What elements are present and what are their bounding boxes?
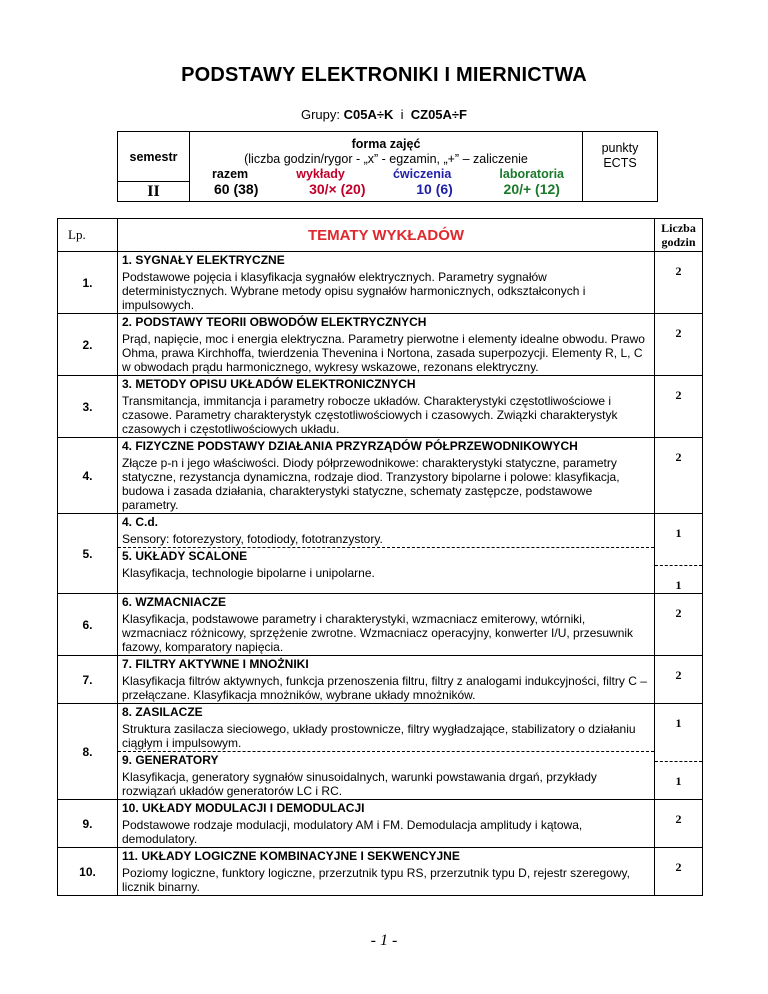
groups-a: C05A÷K (343, 107, 394, 122)
topic-divider (118, 547, 654, 581)
topic-desc: Prąd, napięcie, moc i energia elektryczna. Parametry pierwotne i elementy idealne obwodu. Prawo Ohma, prawa Kirchhoffa, twierdzenia Thevenina i Nortona, zasada superpozycji. Elementy R, L, C w obwodach prądu harmonicznego, wykresy wskazowe, rezonans elektryczny. (122, 332, 645, 374)
semestr-value: II (118, 182, 190, 202)
topic-cell (118, 252, 655, 314)
row-number: 8. (58, 704, 118, 800)
table-row (58, 800, 703, 848)
topic-title: 8. ZASILACZE (122, 705, 203, 719)
hours-value: 2 (675, 388, 682, 402)
hours-cell (655, 376, 703, 438)
hours-value: 2 (675, 812, 682, 826)
row-number: 9. (58, 800, 118, 848)
cwiczenia-label: ćwiczenia (392, 166, 452, 181)
hours-cell (655, 252, 703, 314)
wyklady-value: 30/× (20) (309, 180, 366, 197)
topics-header: TEMATY WYKŁADÓW (118, 219, 655, 252)
hours-header-line2: godzin (661, 235, 696, 249)
table-row (58, 314, 703, 376)
cwiczenia-value: 10 (6) (416, 180, 453, 197)
hours-value: 1 (675, 526, 682, 540)
topic-desc: Złącze p-n i jego właściwości. Diody półprzewodnikowe: charakterystyki statyczne, parametry statyczne, rezystancja dynamiczna, rodzaje diod. Tranzystory bipolarne i polowe: klasyfikacja, budowa i zasada działania, charakterystyki statyczne, schematy zastępcze, podstawowe parametry. (122, 456, 620, 512)
topic-title: 10. UKŁADY MODULACJI I DEMODULACJI (122, 801, 365, 815)
topic-cell (118, 656, 655, 704)
table-row (58, 848, 703, 896)
topic-cell (118, 514, 655, 594)
table-row (58, 252, 703, 314)
topic-divider (118, 751, 654, 799)
document-title: PODSTAWY ELEKTRONIKI I MIERNICTWA (181, 64, 587, 86)
razem-value: 60 (38) (214, 180, 259, 197)
row-number: 4. (58, 438, 118, 514)
topic-title: 1. SYGNAŁY ELEKTRYCZNE (122, 253, 285, 267)
ects-cell (583, 132, 658, 202)
groups-and: i (400, 107, 404, 122)
semestr-label: semestr (118, 132, 190, 182)
forma-subheaders (190, 167, 582, 182)
topic-title: 5. UKŁADY SCALONE (122, 549, 248, 563)
row-number: 7. (58, 656, 118, 704)
hours-value: 1 (655, 565, 702, 593)
topic-desc: Klasyfikacja, generatory sygnałów sinusoidalnych, warunki powstawania drgań, przykłady rozwiązań układów generatorów LC i RC. (122, 770, 597, 798)
topic-desc: Struktura zasilacza sieciowego, układy prostownicze, filtry wygładzające, stabilizatory o działaniu ciągłym i impulsowym. (122, 722, 636, 750)
table-row (58, 514, 703, 594)
topic-desc: Klasyfikacja filtrów aktywnych, funkcja przenoszenia filtru, filtry z analogami indukcyjności, filtry C – przełączane. Klasyfikacja mnożników, wybrane układy mnożników. (122, 674, 647, 702)
hours-cell (655, 314, 703, 376)
forma-zajec-cell (190, 132, 583, 202)
lecture-topics-table (57, 218, 703, 896)
hours-header-line1: Liczba (661, 221, 696, 235)
table-row (58, 376, 703, 438)
lp-header: Lp. (58, 219, 118, 252)
topic-desc: Sensory: fotorezystory, fotodiody, fototranzystory. (122, 532, 383, 546)
groups-b: CZ05A÷F (410, 107, 468, 122)
table-row (58, 656, 703, 704)
hours-cell (655, 438, 703, 514)
row-number: 3. (58, 376, 118, 438)
forma-title: forma zajęć (351, 136, 421, 151)
hours-value: 2 (675, 264, 682, 278)
hours-cell (655, 514, 703, 594)
laboratoria-label: laboratoria (499, 166, 564, 181)
topic-title: 6. WZMACNIACZE (122, 595, 226, 609)
wyklady-label: wykłady (296, 166, 345, 181)
topic-desc: Transmitancja, immitancja i parametry robocze układów. Charakterystyki częstotliwościowe i czasowe. Parametry charakterystyk częstotliwościowych i czasowych. Związki charakterystyk czasowych i częstotliwościowych układu. (122, 394, 618, 436)
hours-cell (655, 656, 703, 704)
topic-desc: Podstawowe rodzaje modulacji, modulatory AM i FM. Demodulacja amplitudy i kątowa, demodulatory. (122, 818, 583, 846)
topic-title: 4. FIZYCZNE PODSTAWY DZIAŁANIA PRZYRZĄDÓW PÓŁPRZEWODNIKOWYCH (122, 439, 578, 453)
hours-cell (655, 848, 703, 896)
topic-title: 3. METODY OPISU UKŁADÓW ELEKTRONICZNYCH (122, 377, 416, 391)
hours-value: 1 (655, 761, 702, 789)
topic-cell (118, 438, 655, 514)
topic-desc: Poziomy logiczne, funktory logiczne, przerzutnik typu RS, przerzutnik typu D, rejestr szeregowy, licznik binarny. (122, 866, 630, 894)
forma-values (190, 182, 582, 197)
table-row (58, 704, 703, 800)
ects-label: ECTS (603, 155, 637, 170)
page-number: - 1 - (370, 932, 398, 949)
topic-desc: Podstawowe pojęcia i klasyfikacja sygnałów elektrycznych. Parametry sygnałów deterministycznych. Wybrane metody opisu sygnałów harmonicznych, odkształconych i impulsowych. (122, 270, 586, 312)
hours-header (655, 219, 703, 252)
table-row (58, 438, 703, 514)
hours-value: 1 (675, 716, 682, 730)
groups-line (0, 107, 768, 122)
row-number: 5. (58, 514, 118, 594)
row-number: 6. (58, 594, 118, 656)
topic-cell (118, 848, 655, 896)
hours-value: 2 (675, 668, 682, 682)
laboratoria-value: 20/+ (12) (503, 180, 560, 197)
course-header-table (117, 131, 658, 202)
hours-cell (655, 704, 703, 800)
topic-cell (118, 314, 655, 376)
hours-value: 2 (675, 326, 682, 340)
topic-title: 9. GENERATORY (122, 753, 219, 767)
hours-cell (655, 594, 703, 656)
hours-value: 2 (675, 606, 682, 620)
topic-cell (118, 704, 655, 800)
razem-label: razem (212, 166, 249, 181)
topic-title: 2. PODSTAWY TEORII OBWODÓW ELEKTRYCZNYCH (122, 315, 427, 329)
topic-desc: Klasyfikacja, podstawowe parametry i charakterystyki, wzmacniacz emiterowy, wtórniki, wzmacniacz różnicowy, sprzężenie zwrotne. Wzmacniacz operacyjny, konwerter I/U, przesuwnik fazowy, komparatory napięcia. (122, 612, 634, 654)
topic-title: 4. C.d. (122, 515, 159, 529)
hours-cell (655, 800, 703, 848)
table-row (58, 594, 703, 656)
row-number: 10. (58, 848, 118, 896)
punkty-label: punkty (601, 140, 639, 155)
topic-cell (118, 800, 655, 848)
hours-value: 2 (675, 860, 682, 874)
groups-label: Grupy: (300, 107, 340, 122)
topic-title: 7. FILTRY AKTYWNE I MNOŻNIKI (122, 657, 309, 671)
topic-cell (118, 376, 655, 438)
hours-value: 2 (675, 450, 682, 464)
topic-cell (118, 594, 655, 656)
forma-desc: (liczba godzin/rygor - „x” - egzamin, „+” – zaliczenie (244, 151, 528, 166)
topic-desc: Klasyfikacja, technologie bipolarne i unipolarne. (122, 566, 375, 580)
topic-title: 11. UKŁADY LOGICZNE KOMBINACYJNE I SEKWENCYJNE (122, 849, 460, 863)
row-number: 2. (58, 314, 118, 376)
row-number: 1. (58, 252, 118, 314)
